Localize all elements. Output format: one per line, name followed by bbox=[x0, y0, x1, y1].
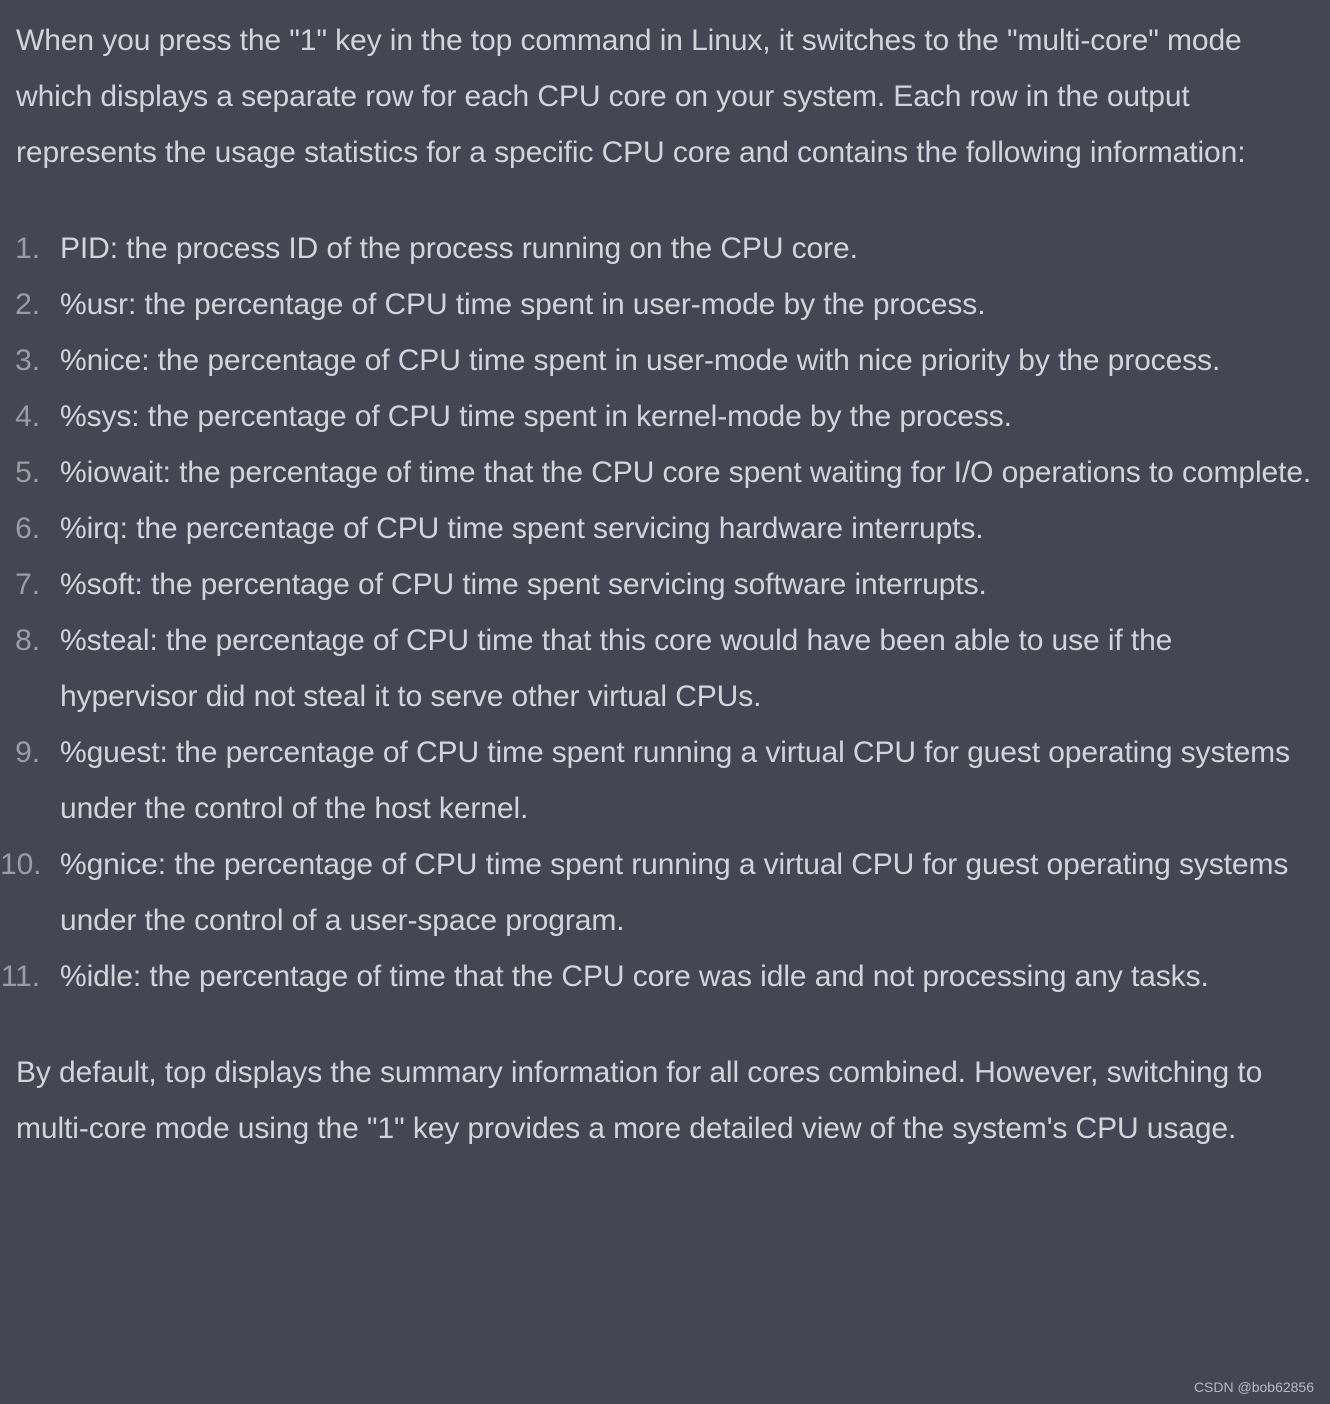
list-item bbox=[16, 333, 1316, 389]
list-item-text: %sys: the percentage of CPU time spent in kernel-mode by the process. bbox=[60, 400, 1012, 433]
list-item bbox=[16, 221, 1316, 277]
outro-paragraph: By default, top displays the summary information for all cores combined. However, switching to multi-core mode using the "1" key provides a more detailed view of the system's CPU usage. bbox=[16, 1056, 1263, 1145]
list-item bbox=[16, 613, 1316, 725]
list-item-text: %steal: the percentage of CPU time that this core would have been able to use if the hypervisor did not steal it to serve other virtual CPUs. bbox=[60, 624, 1173, 713]
list-item bbox=[16, 725, 1316, 837]
list-item-text: %guest: the percentage of CPU time spent running a virtual CPU for guest operating systems under the control of the host kernel. bbox=[60, 736, 1290, 825]
list-item-number: 4. bbox=[15, 400, 40, 433]
list-item-text: %irq: the percentage of CPU time spent servicing hardware interrupts. bbox=[60, 512, 984, 545]
list-item-text: %soft: the percentage of CPU time spent servicing software interrupts. bbox=[60, 568, 987, 601]
list-item bbox=[0, 837, 1316, 949]
list-item-text: %iowait: the percentage of time that the CPU core spent waiting for I/O operations to complete. bbox=[60, 456, 1312, 489]
list-item-number: 8. bbox=[15, 624, 40, 657]
list-item-number: 1. bbox=[15, 232, 40, 265]
watermark: CSDN @bob62856 bbox=[1193, 1379, 1314, 1395]
list-item bbox=[16, 389, 1316, 445]
list-item-number: 6. bbox=[15, 512, 40, 545]
list-item bbox=[16, 277, 1316, 333]
list-item-number: 2. bbox=[15, 288, 40, 321]
list-item-text: %nice: the percentage of CPU time spent in user-mode with nice priority by the process. bbox=[60, 344, 1221, 377]
list-item-text: %gnice: the percentage of CPU time spent running a virtual CPU for guest operating systems under the control of a user-space program. bbox=[60, 848, 1289, 937]
list-item bbox=[16, 445, 1316, 501]
assistant-message bbox=[0, 13, 1316, 1157]
list-item-number: 7. bbox=[15, 568, 40, 601]
list-item bbox=[16, 557, 1316, 613]
intro-paragraph: When you press the "1" key in the top command in Linux, it switches to the "multi-core" mode which displays a separate row for each CPU core on your system. Each row in the output represents the usage statistics for a specific CPU core and contains the following information: bbox=[16, 24, 1246, 169]
list-item-number: 5. bbox=[15, 456, 40, 489]
list-item-number: 11. bbox=[0, 960, 40, 993]
list-item-text: PID: the process ID of the process running on the CPU core. bbox=[60, 232, 858, 265]
list-item-number: 10. bbox=[0, 848, 42, 881]
list-item bbox=[0, 949, 1316, 1005]
list-item-number: 9. bbox=[15, 736, 40, 769]
list-item-text: %idle: the percentage of time that the CPU core was idle and not processing any tasks. bbox=[60, 960, 1209, 993]
list-item-text: %usr: the percentage of CPU time spent in user-mode by the process. bbox=[60, 288, 986, 321]
list-item-number: 3. bbox=[15, 344, 40, 377]
cpu-field-list bbox=[0, 221, 1316, 1005]
list-item bbox=[16, 501, 1316, 557]
